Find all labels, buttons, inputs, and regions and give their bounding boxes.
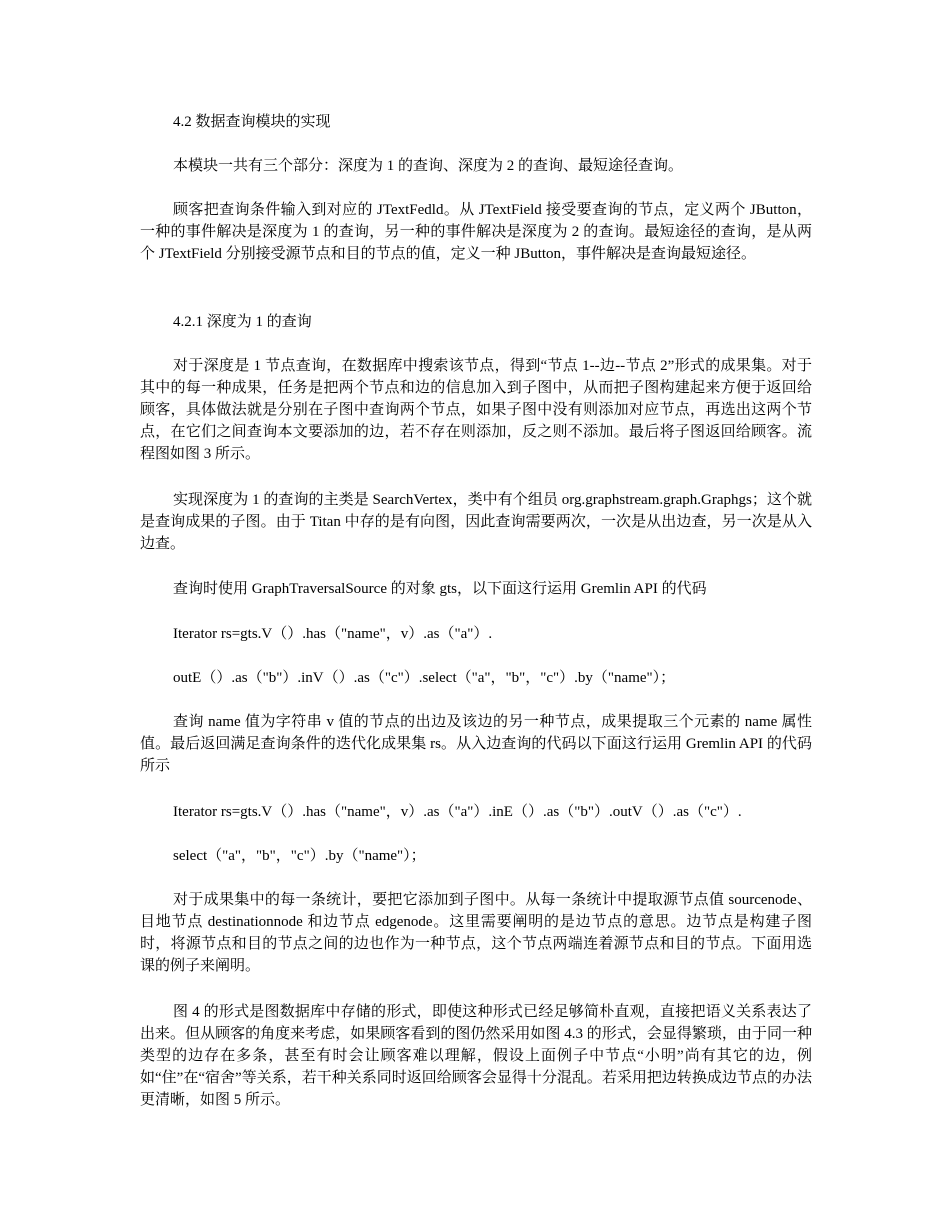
code-line-1: Iterator rs=gts.V（）.has（"name"，v）.as（"a"）.	[173, 626, 493, 642]
subsection-title: 4.2.1 深度为 1 的查询	[173, 314, 312, 330]
paragraph-edge-node: 对于成果集中的每一条统计，要把它添加到子图中。从每一条统计中提取源节点值 sourcenode、目地节点 destinationnode 和边节点 edgenode。这里需要阐明的是边节点的意思。边节点是构建子图时，将源节点和目的节点之间的边也作为一种节点，这个节点两端连着源节点和目的节点。下面用选课的例子来阐明。	[140, 892, 812, 974]
code-line-4: select（"a"，"b"，"c"）.by（"name"）；	[173, 848, 426, 864]
paragraph-depth-one: 对于深度是 1 节点查询，在数据库中搜索该节点，得到“节点 1--边--节点 2”形式的成果集。对于其中的每一种成果，任务是把两个节点和边的信息加入到子图中，从而把子图构建起来方便于返回给顾客，具体做法就是分别在子图中查询两个节点，如果子图中没有则添加对应节点，再选出这两个节点，在它们之间查询本文要添加的边，若不存在则添加，反之则不添加。最后将子图返回给顾客。流程图如图 3 所示。	[140, 358, 812, 462]
intro-paragraph: 本模块一共有三个部分：深度为 1 的查询、深度为 2 的查询、最短途径查询。	[173, 158, 684, 174]
paragraph-jtextfield: 顾客把查询条件输入到对应的 JTextFedld。从 JTextField 接受要查询的节点，定义两个 JButton，一种的事件解决是深度为 1 的查询，另一种的事件解决是深度为 2 的查询。最短途径的查询，是从两个 JTextField 分别接受源节点和目的节点的值，定义一种 JButton，事件解决是查询最短途径。	[140, 202, 812, 262]
section-title: 4.2 数据查询模块的实现	[173, 114, 331, 130]
paragraph-figure-four: 图 4 的形式是图数据库中存储的形式，即使这种形式已经足够简朴直观，直接把语义关系表达了出来。但从顾客的角度来考虑，如果顾客看到的图仍然采用如图 4.3 的形式，会显得繁琐，由于同一种类型的边存在多条，甚至有时会让顾客难以理解，假设上面例子中节点“小明”尚有其它的边，例如“住”在“宿舍”等关系，若干种关系同时返回给顾客会显得十分混乱。若采用把边转换成边节点的办法更清晰，如图 5 所示。	[140, 1004, 812, 1108]
paragraph-searchvertex: 实现深度为 1 的查询的主类是 SearchVertex，类中有个组员 org.graphstream.graph.Graphgs；这个就是查询成果的子图。由于 Titan 中存的是有向图，因此查询需要两次，一次是从出边查，另一次是从入边查。	[140, 492, 812, 552]
code-line-3: Iterator rs=gts.V（）.has（"name"，v）.as（"a"）.inE（）.as（"b"）.outV（）.as（"c"）.	[173, 804, 742, 820]
paragraph-gts: 查询时使用 GraphTraversalSource 的对象 gts，以下面这行运用 Gremlin API 的代码	[173, 581, 707, 597]
paragraph-out-edge: 查询 name 值为字符串 v 值的节点的出边及该边的另一种节点，成果提取三个元素的 name 属性值。最后返回满足查询条件的迭代化成果集 rs。从入边查询的代码以下面这行运用 Gremlin API 的代码所示	[140, 714, 812, 774]
code-line-2: outE（）.as（"b"）.inV（）.as（"c"）.select（"a"，"b"，"c"）.by（"name"）；	[173, 670, 676, 686]
